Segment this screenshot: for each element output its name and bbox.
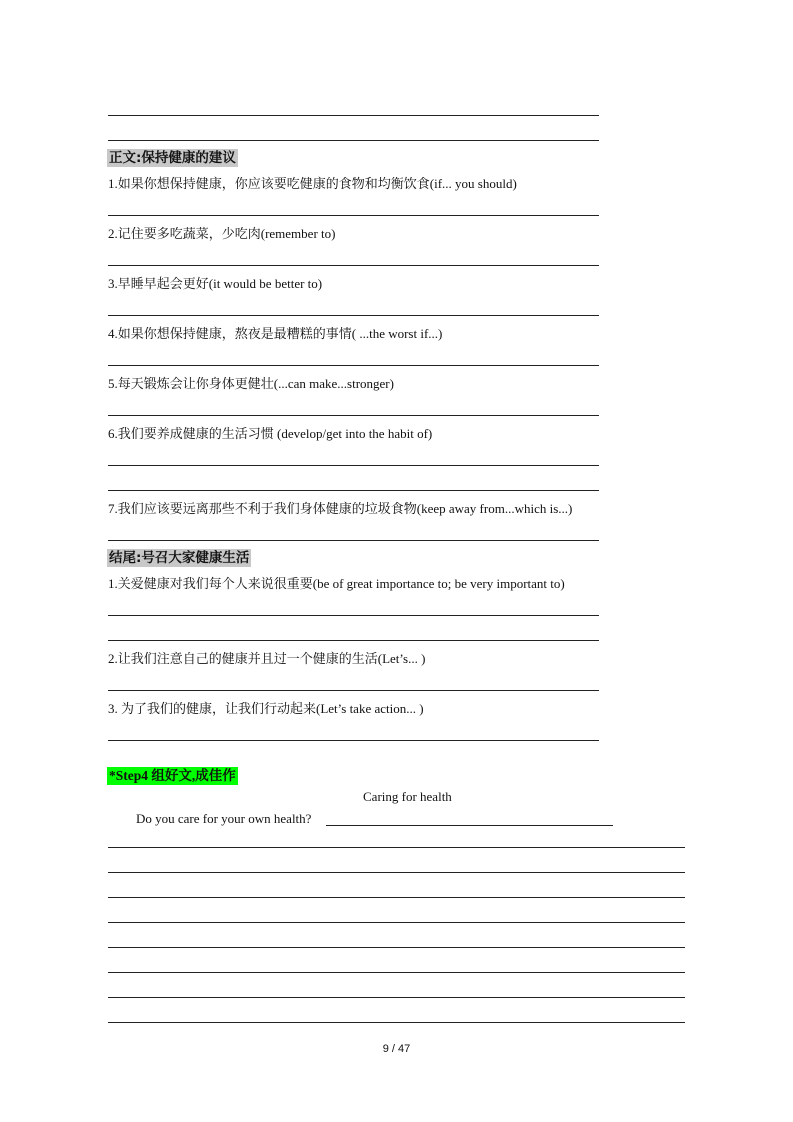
prompt-item-2: 2.记住要多吃蔬菜，少吃肉(remember to) [108,226,336,241]
answer-line[interactable] [108,265,599,266]
essay-line[interactable] [108,947,685,948]
answer-line[interactable] [108,640,599,641]
prompt-item-7: 7.我们应该要远离那些不利于我们身体健康的垃圾食物(keep away from...which is...) [108,501,573,516]
essay-line[interactable] [108,872,685,873]
ending-item-1: 1.关爱健康对我们每个人来说很重要(be of great importance to; be very important to) [108,576,565,591]
essay-line[interactable] [108,972,685,973]
ending-item-3: 3. 为了我们的健康，让我们行动起来(Let’s take action... ) [108,701,424,716]
answer-line[interactable] [108,115,599,116]
essay-line[interactable] [108,847,685,848]
essay-opening: Do you care for your own health? [136,811,312,826]
answer-line[interactable] [108,690,599,691]
answer-line[interactable] [108,490,599,491]
answer-line[interactable] [108,365,599,366]
prompt-item-4: 4.如果你想保持健康，熬夜是最糟糕的事情( ...the worst if...) [108,326,443,341]
essay-line[interactable] [108,1022,685,1023]
essay-line[interactable] [108,922,685,923]
section-header-body: 正文:保持健康的建议 [109,150,236,166]
answer-line[interactable] [108,740,599,741]
answer-line[interactable] [108,465,599,466]
section-header-ending: 结尾:号召大家健康生活 [109,550,250,566]
prompt-item-1: 1.如果你想保持健康，你应该要吃健康的食物和均衡饮食(if... you should) [108,176,517,191]
prompt-item-3: 3.早睡早起会更好(it would be better to) [108,276,323,291]
answer-line[interactable] [108,415,599,416]
answer-line[interactable] [108,540,599,541]
answer-line[interactable] [108,215,599,216]
answer-line[interactable] [108,615,599,616]
essay-title: Caring for health [363,789,452,804]
page-number: 9 / 47 [382,1043,411,1055]
answer-line[interactable] [108,140,599,141]
essay-line[interactable] [108,997,685,998]
prompt-item-6: 6.我们要养成健康的生活习惯 (develop/get into the habit of) [108,426,433,441]
prompt-item-5: 5.每天锻炼会让你身体更健壮(...can make...stronger) [108,376,394,391]
opening-answer-line[interactable] [326,825,613,826]
step4-header: *Step4 组好文,成佳作 [109,768,236,783]
answer-line[interactable] [108,315,599,316]
essay-line[interactable] [108,897,685,898]
ending-item-2: 2.让我们注意自己的健康并且过一个健康的生活(Let’s... ) [108,651,426,666]
